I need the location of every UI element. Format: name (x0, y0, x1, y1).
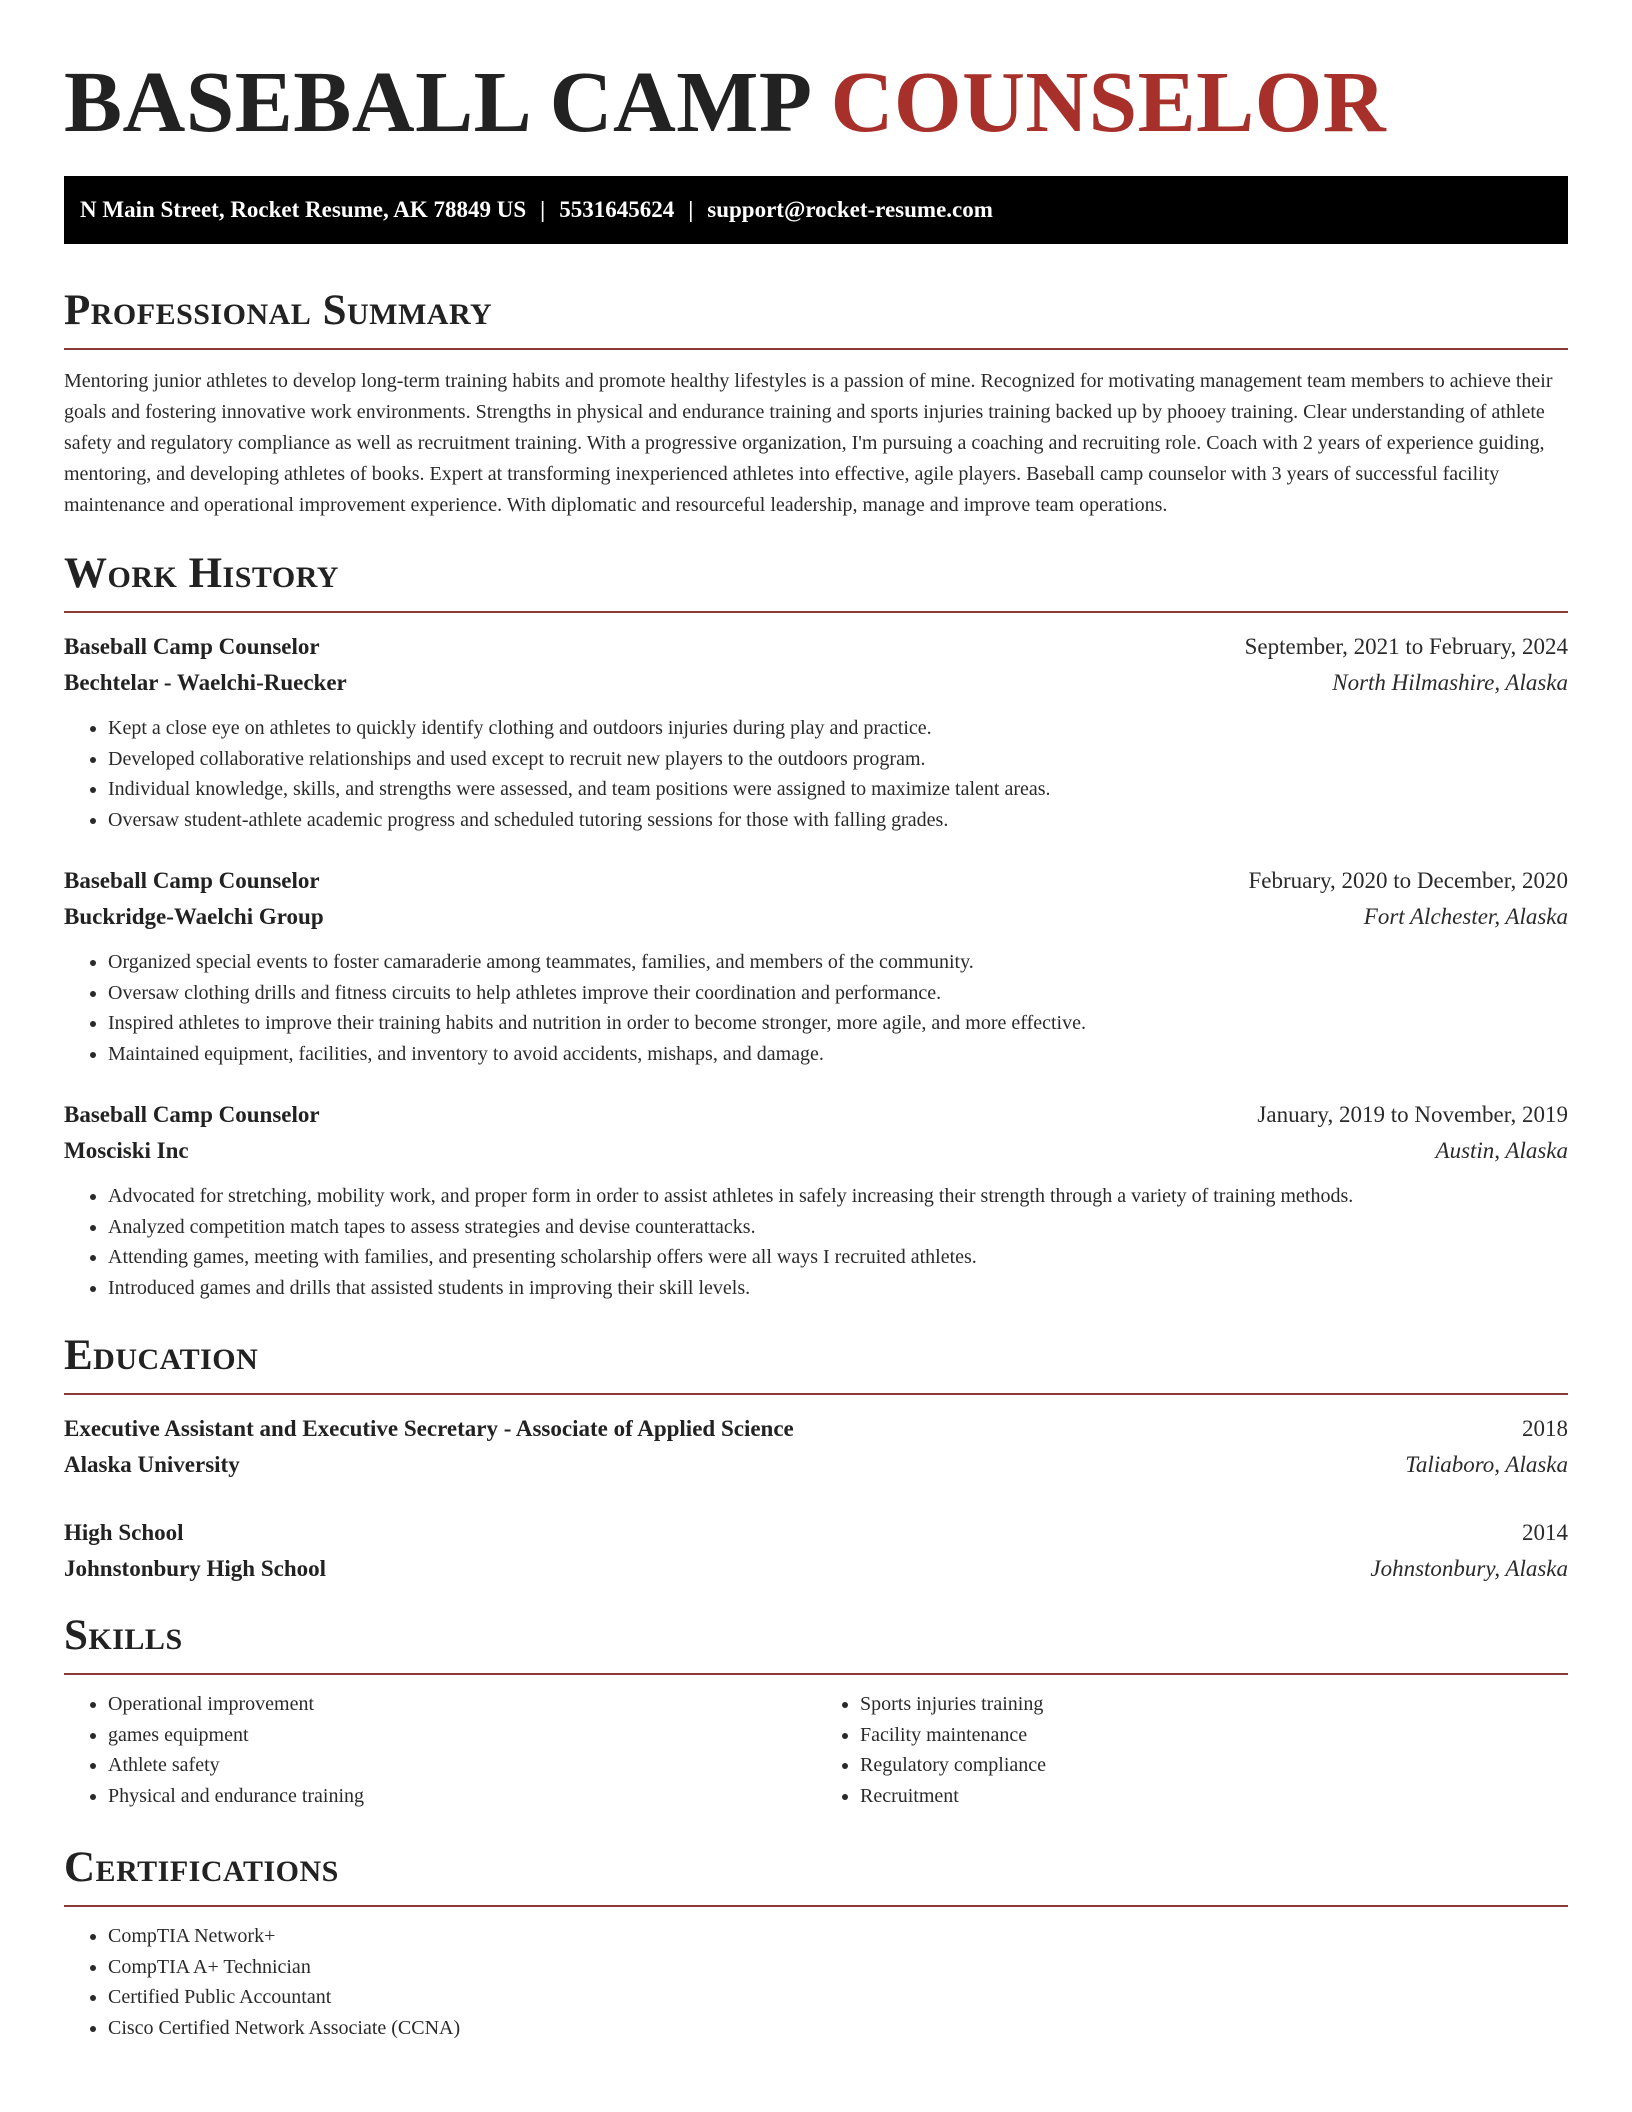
contact-email: support@rocket-resume.com (707, 197, 993, 222)
certifications-heading: Certifications (64, 1841, 1568, 1907)
job-row-company (64, 1133, 1568, 1169)
job-dates: September, 2021 to February, 2024 (1244, 634, 1568, 659)
job-bullet: • Developed collaborative relationships and used except to recruit new players to the outdoors program. (108, 744, 1568, 775)
skill-item: • Facility maintenance (860, 1720, 1568, 1751)
job-row-company (64, 899, 1568, 935)
education-row-school (64, 1551, 1568, 1587)
job-bullet: • Analyzed competition match tapes to assess strategies and devise counterattacks. (108, 1212, 1568, 1243)
summary-text: Mentoring junior athletes to develop long-term training habits and promote healthy lifestyles is a passion of mine. Recognized for motivating management team members to achieve their goals and fostering innovative work environments. Strengths in physical and endurance training and sports injuries training backed up by phooey training. Clear understanding of athlete safety and regulatory compliance as well as recruitment training. With a progressive organization, I'm pursuing a coaching and recruiting role. Coach with 2 years of experience guiding, mentoring, and developing athletes of books. Expert at transforming inexperienced athletes into effective, agile players. Baseball camp counselor with 3 years of successful facility maintenance and operational improvement experience. With diplomatic and resourceful leadership, manage and improve team operations. (64, 370, 1553, 516)
job-bullet: • Oversaw student-athlete academic progress and scheduled tutoring sessions for those with falling grades. (108, 805, 1568, 836)
skill-item: • Operational improvement (108, 1689, 816, 1720)
job-title: Baseball Camp Counselor (64, 1102, 320, 1127)
job-company: Mosciski Inc (64, 1138, 189, 1163)
education-location: Taliaboro, Alaska (1405, 1452, 1568, 1477)
skill-item: • Recruitment (860, 1781, 1568, 1812)
skills-grid (64, 1675, 1568, 1811)
education-entry (64, 1515, 1568, 1587)
job-title: Baseball Camp Counselor (64, 634, 320, 659)
skill-item: • Sports injuries training (860, 1689, 1568, 1720)
job-bullet: • Advocated for stretching, mobility work, and proper form in order to assist athletes in safely increasing their strength through a variety of training methods. (108, 1181, 1568, 1212)
job-bullet: • Introduced games and drills that assisted students in improving their skill levels. (108, 1273, 1568, 1304)
education-year: 2018 (1522, 1416, 1568, 1441)
education-location: Johnstonbury, Alaska (1370, 1556, 1568, 1581)
education-entry (64, 1411, 1568, 1483)
work-heading: Work History (64, 547, 1568, 613)
job-dates: February, 2020 to December, 2020 (1248, 868, 1568, 893)
certification-item: • CompTIA Network+ (108, 1921, 1568, 1952)
job-company: Buckridge-Waelchi Group (64, 904, 324, 929)
education-degree: High School (64, 1520, 184, 1545)
job-row-title (64, 1097, 1568, 1133)
education-row-degree (64, 1515, 1568, 1551)
job-bullet: • Organized special events to foster camaraderie among teammates, families, and members of the community. (108, 947, 1568, 978)
education-year: 2014 (1522, 1520, 1568, 1545)
job-row-title (64, 863, 1568, 899)
education-row-school (64, 1447, 1568, 1483)
job-bullets (64, 947, 1568, 1069)
certification-item: • Certified Public Accountant (108, 1982, 1568, 2013)
job-bullet: • Kept a close eye on athletes to quickly identify clothing and outdoors injuries during play and practice. (108, 713, 1568, 744)
skill-item: • Regulatory compliance (860, 1750, 1568, 1781)
title-first-part: BASEBALL CAMP (64, 53, 813, 150)
job-location: North Hilmashire, Alaska (1332, 670, 1568, 695)
job-bullet: • Maintained equipment, facilities, and inventory to avoid accidents, mishaps, and damage. (108, 1039, 1568, 1070)
certification-item: • Cisco Certified Network Associate (CCNA) (108, 2013, 1568, 2044)
job-bullet: • Attending games, meeting with families, and presenting scholarship offers were all ways I recruited athletes. (108, 1242, 1568, 1273)
contact-separator: | (540, 197, 546, 222)
certifications-section (64, 1841, 1568, 2043)
job-bullet: • Inspired athletes to improve their training habits and nutrition in order to become stronger, more agile, and more effective. (108, 1008, 1568, 1039)
job-entry (64, 629, 1568, 835)
resume-title (64, 0, 1568, 176)
skill-item: • Physical and endurance training (108, 1781, 816, 1812)
work-section (64, 547, 1568, 1303)
contact-address: N Main Street, Rocket Resume, AK 78849 US (80, 197, 527, 222)
job-bullets (64, 713, 1568, 835)
contact-phone: 5531645624 (559, 197, 675, 222)
job-row-company (64, 665, 1568, 701)
job-entry (64, 1097, 1568, 1303)
contact-separator: | (688, 197, 694, 222)
education-degree: Executive Assistant and Executive Secretary - Associate of Applied Science (64, 1416, 794, 1441)
education-school: Johnstonbury High School (64, 1556, 327, 1581)
job-title: Baseball Camp Counselor (64, 868, 320, 893)
job-company: Bechtelar - Waelchi-Ruecker (64, 670, 347, 695)
job-location: Austin, Alaska (1435, 1138, 1568, 1163)
skills-section (64, 1609, 1568, 1811)
title-accent-part: COUNSELOR (830, 53, 1387, 150)
job-bullet: • Oversaw clothing drills and fitness circuits to help athletes improve their coordination and performance. (108, 978, 1568, 1009)
contact-bar (64, 176, 1568, 244)
education-section (64, 1329, 1568, 1587)
skill-item: • Athlete safety (108, 1750, 816, 1781)
education-row-degree (64, 1411, 1568, 1447)
job-bullets (64, 1181, 1568, 1303)
skills-list-right (816, 1689, 1568, 1811)
job-entry (64, 863, 1568, 1069)
job-row-title (64, 629, 1568, 665)
skills-heading: Skills (64, 1609, 1568, 1675)
job-bullet: • Individual knowledge, skills, and strengths were assessed, and team positions were assigned to maximize talent areas. (108, 774, 1568, 805)
education-school: Alaska University (64, 1452, 240, 1477)
certification-item: • CompTIA A+ Technician (108, 1952, 1568, 1983)
summary-heading: Professional Summary (64, 284, 1568, 350)
skills-list-left (64, 1689, 816, 1811)
job-dates: January, 2019 to November, 2019 (1257, 1102, 1568, 1127)
summary-section (64, 284, 1568, 521)
skill-item: • games equipment (108, 1720, 816, 1751)
certifications-list (64, 1921, 1568, 2043)
education-heading: Education (64, 1329, 1568, 1395)
job-location: Fort Alchester, Alaska (1363, 904, 1568, 929)
